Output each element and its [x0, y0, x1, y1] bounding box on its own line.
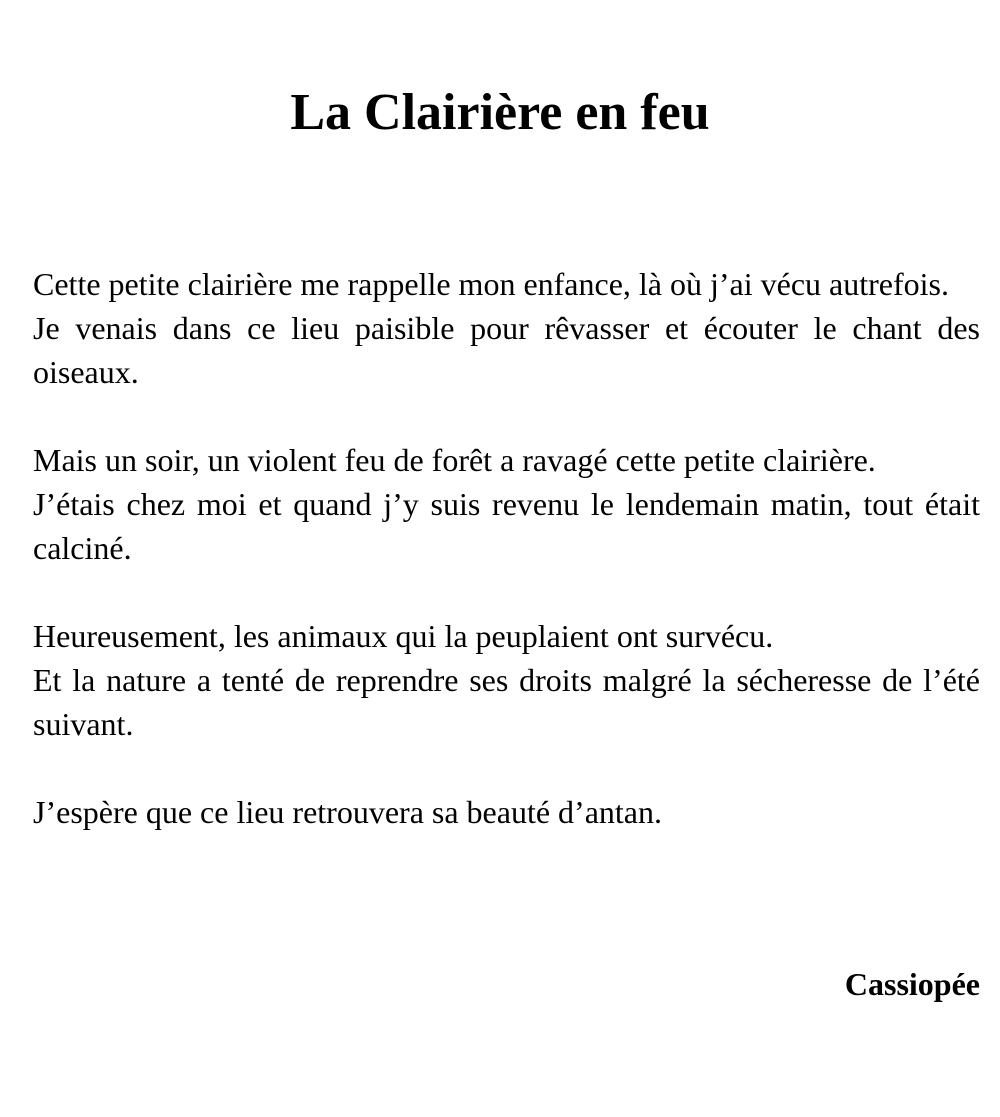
stanza-3 — [33, 614, 980, 746]
poem-line: Cette petite clairière me rappelle mon enfance, là où j’ai vécu autrefois. — [33, 266, 949, 302]
poem-line: Heureusement, les animaux qui la peuplaient ont survécu. — [33, 618, 774, 654]
stanza-1 — [33, 262, 980, 394]
author-signature: Cassiopée — [844, 966, 980, 1002]
poem-line: J’étais chez moi et quand j’y suis revenu le lendemain matin, tout était calciné. — [33, 486, 980, 566]
poem-line: Je venais dans ce lieu paisible pour rêvasser et écouter le chant des oiseaux. — [33, 310, 980, 390]
poem-line: J’espère que ce lieu retrouvera sa beauté d’antan. — [33, 794, 662, 830]
stanza-4 — [33, 790, 980, 834]
poem-line: Et la nature a tenté de reprendre ses droits malgré la sécheresse de l’été suivant. — [33, 662, 980, 742]
stanza-2 — [33, 438, 980, 570]
poem-title: La Clairière en feu — [290, 84, 710, 141]
poem-line: Mais un soir, un violent feu de forêt a ravagé cette petite clairière. — [33, 442, 876, 478]
poem-body — [33, 262, 980, 878]
